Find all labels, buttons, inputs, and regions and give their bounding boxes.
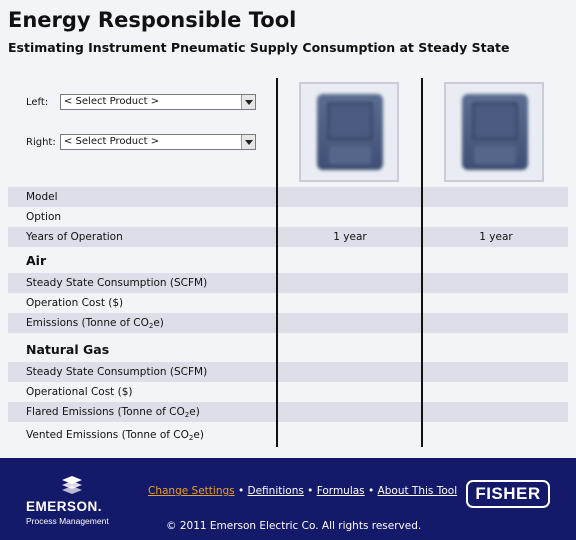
natural-gas-heading: Natural Gas [26,342,110,357]
years-left-value: 1 year [333,231,367,243]
gas-cost-row [8,382,568,402]
model-row [8,187,568,207]
vented-emissions-row [8,425,568,445]
emerson-wordmark: EMERSON. [26,499,103,514]
link-separator: • [237,485,245,497]
gas-consumption-label: Steady State Consumption (SCFM) [26,366,208,378]
instrument-device-icon [317,94,383,170]
right-product-image [444,82,544,182]
gas-cost-label: Operational Cost ($) [26,386,133,398]
chevron-down-icon[interactable] [241,135,255,149]
flared-emissions-label: Flared Emissions (Tonne of $CO_2e$) [26,406,200,419]
formulas-link[interactable]: Formulas [316,485,365,497]
emerson-mark-icon [60,476,84,496]
about-tool-link[interactable]: About This Tool [377,485,458,497]
page-title: Energy Responsible Tool [8,8,297,32]
page-subtitle: Estimating Instrument Pneumatic Supply Consumption at Steady State [8,40,510,55]
vented-emissions-label: Vented Emissions (Tonne of $CO_2e$) [26,429,204,442]
right-select-label: Right: [26,137,56,148]
air-heading: Air [26,253,47,268]
left-product-image [299,82,399,182]
link-separator: • [307,485,314,497]
air-cost-label: Operation Cost ($) [26,297,124,309]
footer-links [148,485,458,498]
emerson-subtitle: Process Management [26,516,109,526]
option-label: Option [26,211,62,223]
model-label: Model [26,191,58,203]
right-select-value: < Select Product > [64,136,160,147]
link-separator: • [368,485,375,497]
air-consumption-label: Steady State Consumption (SCFM) [26,277,208,289]
air-consumption-row [8,273,568,293]
left-select-value: < Select Product > [64,96,160,107]
flared-emissions-row [8,402,568,422]
change-settings-link[interactable]: Change Settings [148,485,235,497]
left-select-label: Left: [26,97,49,108]
definitions-link[interactable]: Definitions [247,485,304,497]
column-divider-left [276,78,278,447]
years-right-value: 1 year [479,231,513,243]
option-row [8,207,568,227]
years-row [8,227,568,247]
column-divider-right [421,78,423,447]
fisher-logo: FISHER [466,480,550,508]
left-product-select[interactable] [60,94,256,110]
copyright-text: © 2011 Emerson Electric Co. All rights reserved. [166,520,422,532]
right-product-select[interactable] [60,134,256,150]
years-label: Years of Operation [26,231,123,243]
footer [0,458,576,540]
gas-consumption-row [8,362,568,382]
air-emissions-row [8,313,568,333]
chevron-down-icon[interactable] [241,95,255,109]
air-cost-row [8,293,568,313]
air-emissions-label: Emissions (Tonne of $CO_2e$) [26,317,164,330]
instrument-device-icon [462,94,528,170]
emerson-logo [26,476,126,526]
